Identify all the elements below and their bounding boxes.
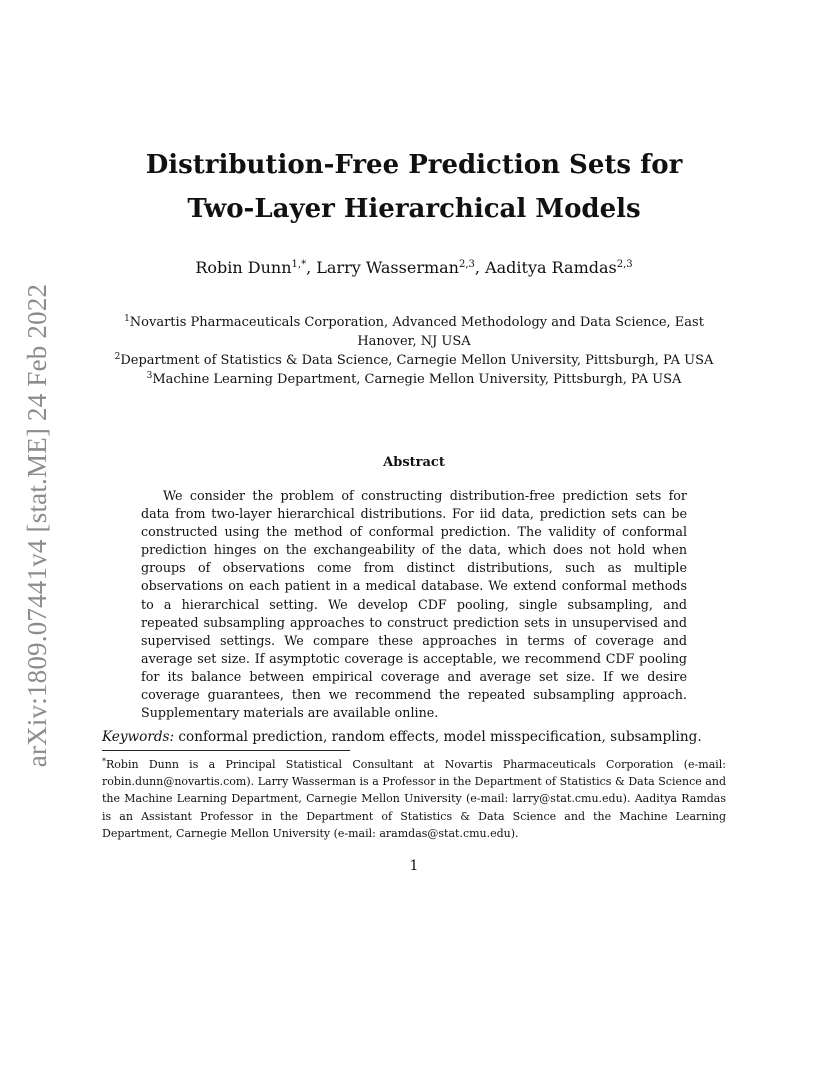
- author-separator: ,: [474, 258, 486, 277]
- arxiv-identifier-text: arXiv:1809.07441v4 [stat.ME] 24 Feb 2022: [22, 283, 53, 767]
- keywords-line: [102, 729, 742, 745]
- author-affiliation-mark: 2,3: [458, 259, 475, 270]
- author-affiliation-mark: 1,*: [291, 259, 307, 270]
- paper-title-line-1: Distribution-Free Prediction Sets for: [145, 150, 683, 180]
- abstract-body: We consider the problem of constructing distribution-free prediction sets for data from two-layer hierarchical distributions. For iid data, prediction sets can be constructed using the method of conformal prediction. The validity of conformal prediction hinges on the exchangeability of the data, which does not hold when groups of observations come from distinct distributions, such as multiple observations on each patient in a medical database. We extend conformal methods to a hierarchical setting. We develop CDF pooling, single subsampling, and repeated subsampling approaches to construct prediction sets in unsupervised and supervised settings. We compare these approaches in terms of coverage and average set size. If asymptotic coverage is acceptable, we recommend CDF pooling for its balance between empirical coverage and average set size. If we desire coverage guarantees, then we recommend the repeated subsampling approach. Supplementary materials are available online.: [141, 488, 687, 721]
- footnote-mark: *: [102, 757, 106, 766]
- affiliation-text: Novartis Pharmaceuticals Corporation, Advanced Methodology and Data Science, East Hanover, NJ USA: [129, 315, 704, 349]
- footnote-text: Robin Dunn is a Principal Statistical Consultant at Novartis Pharmaceuticals Corporation (e-mail: robin.dunn@novartis.com). Larry Wasserman is a Professor in the Department of Statistics & Data Science and the Machine Learning Department, Carnegie Mellon University (e-mail: larry@stat.cmu.edu). Aaditya Ramdas is an Assistant Professor in the Department of Statistics & Data Science and the Machine Learning Department, Carnegie Mellon University (e-mail: aramdas@stat.cmu.edu).: [102, 758, 726, 840]
- affiliation-text: Department of Statistics & Data Science, Carnegie Mellon University, Pittsburgh, PA USA: [120, 353, 714, 368]
- abstract-heading: Abstract: [383, 455, 445, 470]
- affiliation-number: 2: [114, 352, 121, 362]
- author-footnote: [102, 756, 726, 842]
- affiliation-list: [110, 313, 718, 389]
- keywords-label: Keywords:: [102, 729, 175, 745]
- author-name: Robin Dunn: [195, 258, 292, 277]
- arxiv-identifier-stamp: [20, 280, 56, 770]
- affiliation-item: [110, 351, 718, 370]
- affiliation-number: 1: [124, 314, 130, 324]
- affiliation-item: [110, 313, 718, 351]
- affiliation-item: [110, 370, 718, 389]
- keywords-text: conformal prediction, random effects, model misspecification, subsampling.: [174, 729, 702, 745]
- affiliation-text: Machine Learning Department, Carnegie Mellon University, Pittsburgh, PA USA: [152, 372, 682, 387]
- page-number: 1: [409, 858, 419, 874]
- paper-title-line-2: Two-Layer Hierarchical Models: [187, 194, 641, 224]
- paper-title: [0, 143, 828, 231]
- affiliation-number: 3: [146, 371, 153, 381]
- author-name: Aaditya Ramdas: [485, 258, 617, 277]
- author-affiliation-mark: 2,3: [616, 259, 633, 270]
- footnote-divider: [102, 750, 350, 751]
- author-list: [0, 258, 828, 277]
- author-separator: ,: [306, 258, 317, 277]
- author-name: Larry Wasserman: [316, 258, 459, 277]
